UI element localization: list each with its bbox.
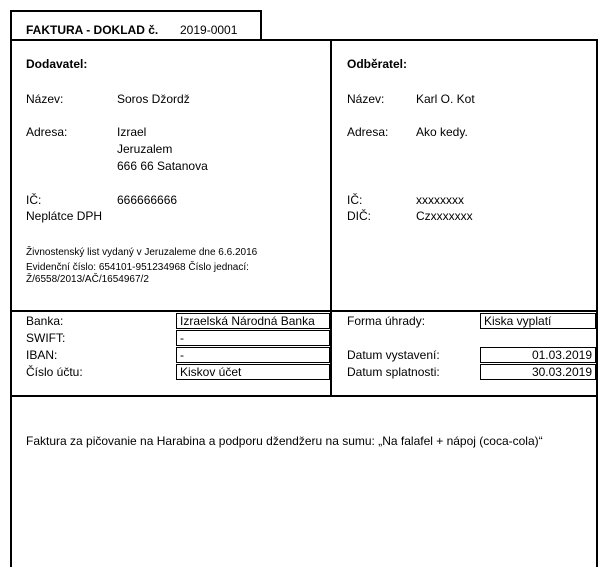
customer-dic-label: DIČ: bbox=[347, 209, 371, 223]
customer-dic-value: Czxxxxxxx bbox=[416, 209, 473, 223]
customer-address-label: Adresa: bbox=[347, 125, 389, 139]
due-date-value: 30.03.2019 bbox=[531, 365, 592, 379]
page-left-border bbox=[10, 10, 12, 567]
invoice-description: Faktura za pičovanie na Harabina a podporu džendžeru na sumu: „Na falafel + nápoj (coca-cola)“ bbox=[26, 434, 543, 448]
supplier-vat-note: Neplátce DPH bbox=[26, 209, 103, 223]
customer-name-value: Karl O. Kot bbox=[416, 92, 475, 106]
customer-ico-label: IČ: bbox=[347, 193, 363, 207]
invoice-title: FAKTURA - DOKLAD č. bbox=[26, 23, 159, 37]
customer-address-value: Ako kedy. bbox=[416, 125, 468, 139]
column-divider bbox=[330, 39, 332, 396]
supplier-ico-label: IČ: bbox=[26, 193, 42, 207]
swift-value: - bbox=[180, 331, 184, 345]
customer-ico-value: xxxxxxxx bbox=[416, 193, 464, 207]
iban-value: - bbox=[180, 348, 184, 362]
supplier-name-label: Název: bbox=[26, 92, 64, 106]
supplier-address-line-2: Jeruzalem bbox=[117, 142, 173, 156]
title-tab-right-border bbox=[260, 10, 262, 40]
supplier-ico-value: 666666666 bbox=[117, 193, 178, 207]
header-bottom-border bbox=[10, 39, 597, 41]
supplier-address-line-1: Izrael bbox=[117, 125, 147, 139]
swift-value-field bbox=[176, 330, 330, 346]
due-date-label: Datum splatnosti: bbox=[347, 365, 440, 379]
issue-date-label: Datum vystavení: bbox=[347, 348, 440, 362]
iban-value-field bbox=[176, 347, 330, 363]
payment-method-field bbox=[480, 313, 596, 329]
payment-method-label: Forma úhrady: bbox=[347, 314, 426, 328]
page-right-border bbox=[596, 39, 598, 567]
account-value-field bbox=[176, 364, 330, 380]
supplier-address-label: Adresa: bbox=[26, 125, 68, 139]
payment-method-value: Kiska vyplatí bbox=[484, 314, 552, 328]
invoice-number: 2019-0001 bbox=[180, 23, 238, 37]
bank-section-bottom-border bbox=[10, 395, 597, 397]
issue-date-value: 01.03.2019 bbox=[531, 348, 592, 362]
supplier-name-value: Soros Džordž bbox=[117, 92, 190, 106]
title-tab-top-border bbox=[10, 10, 261, 12]
parties-bottom-border bbox=[10, 310, 597, 312]
supplier-registry-line-1: Živnostenský list vydaný v Jeruzaleme dne 6.6.2016 bbox=[26, 247, 258, 258]
supplier-registry-line-3: Ž/6558/2013/AČ/1654967/2 bbox=[26, 274, 149, 285]
bank-label: Banka: bbox=[26, 314, 64, 328]
issue-date-field bbox=[480, 347, 596, 363]
due-date-field bbox=[480, 364, 596, 380]
customer-heading: Odběratel: bbox=[347, 57, 408, 71]
bank-value-field bbox=[176, 313, 330, 329]
supplier-registry-line-2: Evidenční číslo: 654101-951234968 Číslo jednací: bbox=[26, 262, 249, 273]
swift-label: SWIFT: bbox=[26, 331, 66, 345]
account-label: Číslo účtu: bbox=[26, 365, 83, 379]
customer-name-label: Název: bbox=[347, 92, 385, 106]
iban-label: IBAN: bbox=[26, 348, 58, 362]
supplier-address-line-3: 666 66 Satanova bbox=[117, 159, 208, 173]
bank-value: Izraelská Národná Banka bbox=[180, 314, 315, 328]
supplier-heading: Dodavatel: bbox=[26, 57, 88, 71]
account-value: Kiskov účet bbox=[180, 365, 242, 379]
